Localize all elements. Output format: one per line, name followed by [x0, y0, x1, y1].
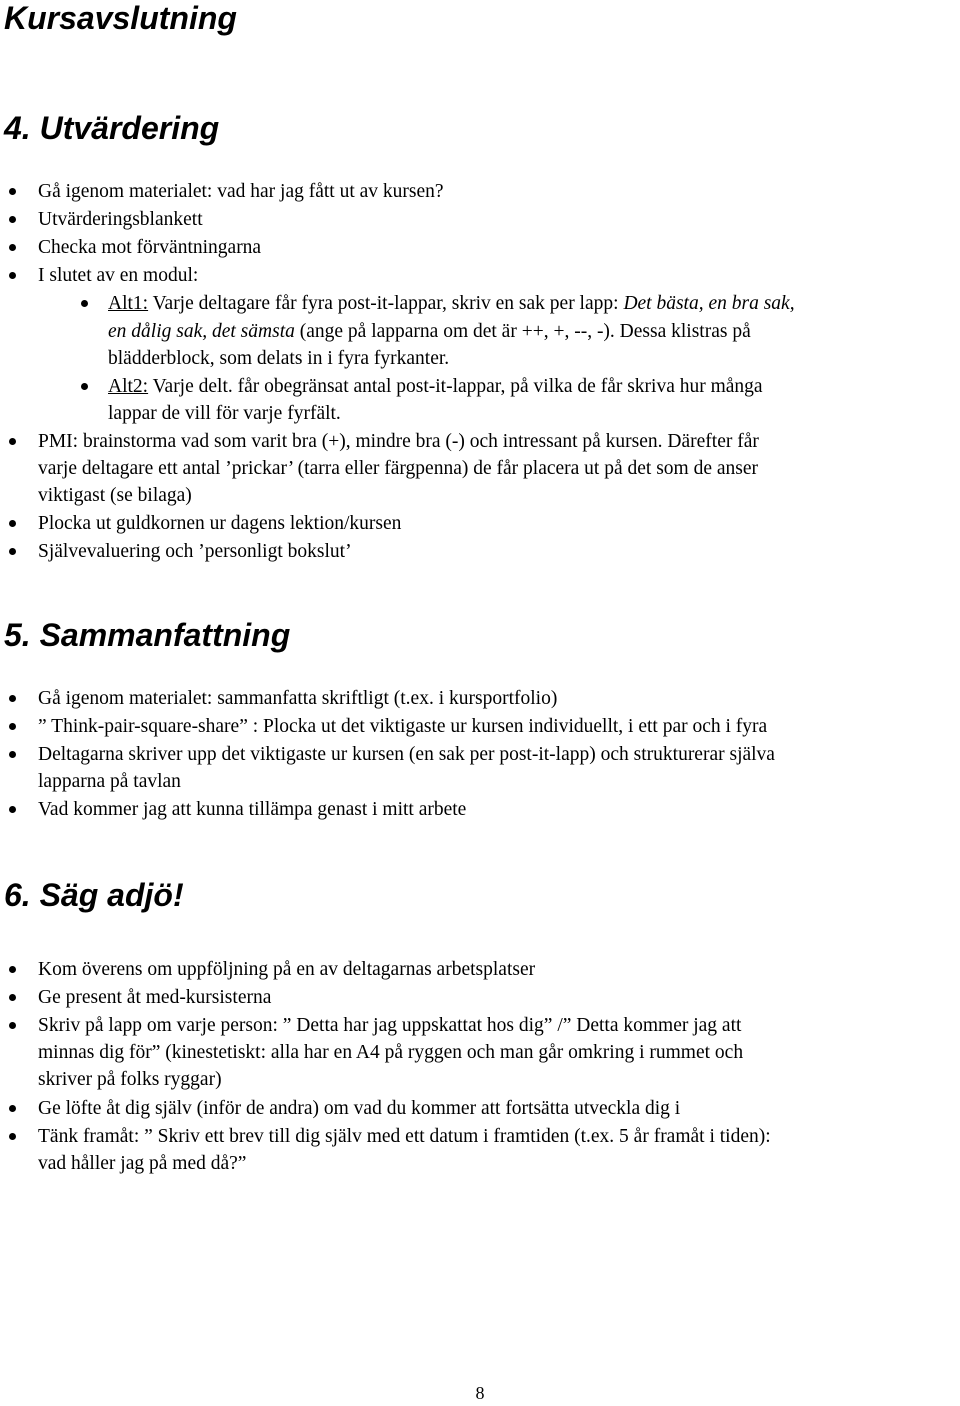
alt1-italic: Det bästa, en bra sak,: [623, 293, 795, 314]
section-heading-sag-adjo: 6. Säg adjö!: [4, 877, 184, 913]
alt1-label: Alt1:: [108, 293, 149, 314]
bullet: [9, 966, 16, 973]
bullet: [9, 1022, 16, 1029]
page-number: 8: [475, 1383, 485, 1403]
alt2-text: Varje delt. får obegränsat antal post-it-lappar, på vilka de får skriva hur många: [148, 376, 763, 397]
bullet: [9, 438, 16, 445]
list-item-cont: vad håller jag på med då?”: [38, 1153, 247, 1174]
list-item-cont: viktigast (se bilaga): [38, 485, 192, 506]
alt1-text: (ange på lapparna om det är ++, +, --, -). Dessa klistras på: [294, 321, 751, 342]
alt2-line-2: lappar de vill för varje fyrfält.: [108, 403, 341, 424]
bullet: [9, 272, 16, 279]
bullet: [9, 723, 16, 730]
list-item: Kom överens om uppföljning på en av deltagarnas arbetsplatser: [38, 959, 536, 980]
list-item: Vad kommer jag att kunna tillämpa genast i mitt arbete: [38, 799, 467, 820]
list-item-cont: varje deltagare ett antal ’prickar’ (tarra eller färgpenna) de får placera ut på det som de anser: [38, 458, 759, 479]
list-item: Ge löfte åt dig själv (inför de andra) om vad du kommer att fortsätta utveckla dig i: [38, 1098, 681, 1119]
list-item: Gå igenom materialet: sammanfatta skriftligt (t.ex. i kursportfolio): [38, 688, 558, 709]
bullet: [9, 520, 16, 527]
bullet: [9, 216, 16, 223]
list-item: I slutet av en modul:: [38, 265, 199, 286]
bullet: [9, 806, 16, 813]
list-item: Självevaluering och ’personligt bokslut’: [38, 541, 352, 562]
sub-bullet: [81, 383, 88, 390]
list-item: PMI: brainstorma vad som varit bra (+), mindre bra (-) och intressant på kursen. Därefter får: [38, 431, 759, 452]
bullet: [9, 994, 16, 1001]
list-item: Utvärderingsblankett: [38, 209, 203, 230]
list-item-cont: lapparna på tavlan: [38, 771, 181, 792]
bullet: [9, 751, 16, 758]
list-item: Gå igenom materialet: vad har jag fått ut av kursen?: [38, 181, 444, 202]
bullet: [9, 695, 16, 702]
bullet: [9, 1105, 16, 1112]
sub-bullet: [81, 300, 88, 307]
alt2-label: Alt2:: [108, 376, 149, 397]
section-heading-utvardering: 4. Utvärdering: [4, 110, 220, 146]
alt1-text: Varje deltagare får fyra post-it-lappar, skriv en sak per lapp:: [148, 293, 624, 314]
alt2-line-1: [108, 373, 763, 401]
list-item: Checka mot förväntningarna: [38, 237, 262, 258]
list-item-cont: skriver på folks ryggar): [38, 1069, 222, 1090]
list-item: Plocka ut guldkornen ur dagens lektion/kursen: [38, 513, 402, 534]
alt1-italic: en dålig sak, det sämsta: [108, 321, 295, 342]
list-item-cont: minnas dig för” (kinestetiskt: alla har en A4 på ryggen och man går omkring i rummet och: [38, 1042, 744, 1063]
bullet: [9, 244, 16, 251]
alt1-line-3: blädderblock, som delats in i fyra fyrkanter.: [108, 348, 450, 369]
list-item: ” Think-pair-square-share” : Plocka ut det viktigaste ur kursen individuellt, i ett par och i fyra: [38, 716, 768, 737]
list-item: Skriv på lapp om varje person: ” Detta har jag uppskattat hos dig” /” Detta kommer jag att: [38, 1015, 742, 1036]
bullet: [9, 1133, 16, 1140]
page-title: Kursavslutning: [4, 0, 237, 36]
list-item: Ge present åt med-kursisterna: [38, 987, 272, 1008]
alt1-line-1: [108, 290, 795, 318]
bullet: [9, 188, 16, 195]
alt1-line-2: [108, 318, 751, 346]
section-heading-sammanfattning: 5. Sammanfattning: [4, 617, 291, 653]
list-item: Tänk framåt: ” Skriv ett brev till dig själv med ett datum i framtiden (t.ex. 5 år framåt i tiden):: [38, 1126, 771, 1147]
list-item: Deltagarna skriver upp det viktigaste ur kursen (en sak per post-it-lapp) och strukturerar själva: [38, 744, 775, 765]
bullet: [9, 548, 16, 555]
